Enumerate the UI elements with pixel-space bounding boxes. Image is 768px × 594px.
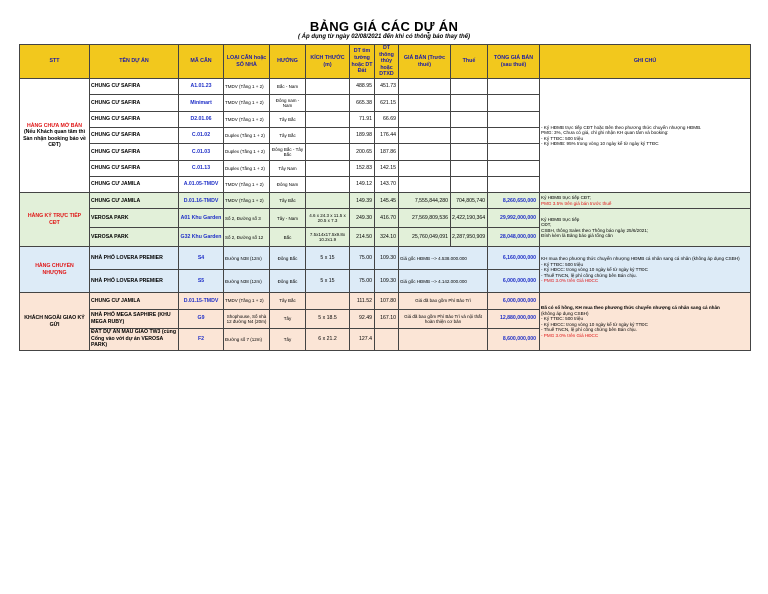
project-cell: CHUNG CƯ SAFIRA [90, 111, 179, 127]
header-price: GIÁ BÁN (Trước thuế) [399, 45, 451, 79]
area2-cell: 66.69 [375, 111, 399, 127]
total-cell: 8,260,650,000 [488, 193, 540, 209]
area2-cell: 416.70 [375, 209, 399, 228]
code-cell: Minimart [179, 95, 224, 111]
price-cell [399, 160, 451, 176]
direction-cell: Bắc [270, 228, 306, 247]
note-line: - Ký HĐMB: 95% trong vòng 10 ngày kể từ ngày ký TTĐC [541, 141, 659, 147]
group-cell [20, 79, 90, 193]
price-cell [399, 176, 451, 192]
price-cell [399, 111, 451, 127]
notes-cell [540, 247, 751, 293]
note-line: PMG: 3%, Chưa có giá, chỉ ghi nhận KH quan tâm và booking: [541, 130, 669, 136]
size-cell [306, 293, 350, 309]
size-cell [306, 79, 350, 95]
group-sublabel: (Nếu Khách quan tâm thì Sàn nhận booking báo về CĐT) [23, 129, 86, 149]
tax-cell [451, 176, 488, 192]
area1-cell: 127.4 [350, 328, 375, 350]
code-cell: C.01.13 [179, 160, 224, 176]
note-line-commission: - PMG 3.0% trên Giá HĐCC [541, 332, 599, 338]
project-cell: VEROSA PARK [90, 228, 179, 247]
size-cell [306, 127, 350, 143]
area2-cell: 142.15 [375, 160, 399, 176]
note-line: - Ký TTĐC: 500 triệu [541, 261, 584, 267]
project-cell: CHUNG CƯ SAFIRA [90, 79, 179, 95]
type-cell: Duplex (Tầng 1 + 2) [224, 144, 270, 160]
note-line: Ký HĐMB trực tiếp [541, 216, 580, 222]
code-cell: D.01.16-TMDV [179, 193, 224, 209]
header-notes: GHI CHÚ [540, 45, 751, 79]
area1-cell: 92.49 [350, 309, 375, 328]
group-label: HÀNG KÝ TRỰC TIẾP CĐT [20, 193, 90, 247]
size-cell [306, 111, 350, 127]
tax-cell [451, 144, 488, 160]
project-cell: CHUNG CƯ SAFIRA [90, 95, 179, 111]
total-cell: 6,000,000,000 [488, 270, 540, 293]
size-cell [306, 160, 350, 176]
area1-cell: 71.91 [350, 111, 375, 127]
code-cell: A01 Khu Garden [179, 209, 224, 228]
total-cell: 28,048,000,000 [488, 228, 540, 247]
table-row [20, 293, 751, 309]
size-cell: 6 x 21.2 [306, 328, 350, 350]
area1-cell: 214.50 [350, 228, 375, 247]
size-cell [306, 95, 350, 111]
price-cell: 7,555,844,280 [399, 193, 451, 209]
area1-cell: 75.00 [350, 247, 375, 270]
direction-cell: Đông Bắc [270, 247, 306, 270]
total-cell [488, 127, 540, 143]
direction-cell: Tây [270, 309, 306, 328]
code-cell: A.01.05-TMDV [179, 176, 224, 192]
code-cell: C.01.03 [179, 144, 224, 160]
header-tax: Thuế [451, 45, 488, 79]
total-cell [488, 176, 540, 192]
header-area-1: DT tim tường hoặc DT Đất [350, 45, 375, 79]
type-cell: TMDV (Tầng 1 + 2) [224, 79, 270, 95]
size-cell: 5 x 15 [306, 247, 350, 270]
project-cell: NHÀ PHỐ LOVERA PREMIER [90, 247, 179, 270]
direction-cell: Đông nam - Nam [270, 95, 306, 111]
header-code: MÃ CĂN [179, 45, 224, 79]
notes-cell [540, 193, 751, 209]
table-row [20, 247, 751, 270]
total-cell: 12,880,000,000 [488, 309, 540, 328]
total-cell [488, 111, 540, 127]
note-line: Đính kèm là Bảng báo giá tổng căn [541, 233, 613, 239]
tax-cell: 2,422,190,364 [451, 209, 488, 228]
project-cell: VEROSA PARK [90, 209, 179, 228]
header-area-2: DT thông thủy hoặc DTXD [375, 45, 399, 79]
group-label: HÀNG CHUYỂN NHƯỢNG [20, 247, 90, 293]
price-cell: Giá đã bao gồm Phí Bảo Trì [399, 293, 488, 309]
code-cell: D2.01.06 [179, 111, 224, 127]
note-line: CĐT, [541, 222, 552, 228]
total-cell: 8,600,000,000 [488, 328, 540, 350]
code-cell: F2 [179, 328, 224, 350]
note-line: - Ký TTĐC: 500 triệu [541, 316, 584, 322]
page-title: BẢNG GIÁ CÁC DỰ ÁN [309, 19, 459, 34]
price-cell [399, 79, 451, 95]
area2-cell: 176.44 [375, 127, 399, 143]
total-cell [488, 95, 540, 111]
type-cell: Shophouse, Số nhà 12 đường N4 (20m) [224, 309, 270, 328]
type-cell: Duplex (Tầng 1 + 2) [224, 127, 270, 143]
type-cell: TMDV (Tầng 1 + 2) [224, 293, 270, 309]
table-row [20, 79, 751, 95]
area2-cell: 109.30 [375, 247, 399, 270]
direction-cell: Tây - Nam [270, 209, 306, 228]
tax-cell [451, 95, 488, 111]
direction-cell: Tây [270, 328, 306, 350]
price-cell: 25,760,049,091 [399, 228, 451, 247]
size-cell: 5 x 18.5 [306, 309, 350, 328]
area2-cell: 143.70 [375, 176, 399, 192]
type-cell: Đường N38 (12m) [224, 270, 270, 293]
tax-cell: 2,287,950,909 [451, 228, 488, 247]
tax-cell [451, 160, 488, 176]
size-cell: 7.5x14x17.5x9.8x 10.2x1.9 [306, 228, 350, 247]
price-cell [399, 95, 451, 111]
code-cell: G32 Khu Garden [179, 228, 224, 247]
tax-cell: 704,805,740 [451, 193, 488, 209]
page-subtitle: ( Áp dụng từ ngày 02/08/2021 đến khi có thông báo thay thế) [298, 34, 470, 40]
code-cell: D.01.15-TMDV [179, 293, 224, 309]
area2-cell: 145.45 [375, 193, 399, 209]
note-line: - Ký HĐCC: trong vòng 10 ngày kể từ ngày ký TTĐC [541, 321, 648, 327]
type-cell: TMDV (Tầng 1 + 2) [224, 95, 270, 111]
price-cell: Giá gốc HĐMB --> 4.142.000.000 [399, 270, 488, 293]
area1-cell: 249.30 [350, 209, 375, 228]
note-line: Ký HĐMB trực tiếp CĐT; [541, 195, 591, 201]
project-cell: CHUNG CƯ JAMILA [90, 193, 179, 209]
direction-cell: Tây Bắc [270, 293, 306, 309]
header-stt: STT [20, 45, 90, 79]
header-direction: HƯỚNG [270, 45, 306, 79]
note-line: (không áp dụng CSBH) [541, 310, 589, 316]
table-row [20, 193, 751, 209]
direction-cell: Đông Nam [270, 176, 306, 192]
type-cell: TMDV (Tầng 1 + 2) [224, 193, 270, 209]
notes-cell [540, 79, 751, 193]
price-cell [399, 144, 451, 160]
area1-cell: 149.12 [350, 176, 375, 192]
area1-cell: 152.83 [350, 160, 375, 176]
direction-cell: Tây Bắc [270, 111, 306, 127]
project-cell: NHÀ PHỐ LOVERA PREMIER [90, 270, 179, 293]
size-cell: 4.6 x 24.3 x 11.5 x 20.5 x 7.3 [306, 209, 350, 228]
project-cell: ĐẤT DỰ ÁN MẪU GIÁO TW3 (cùng Cổng vào với dự án VEROSA PARK) [90, 328, 179, 350]
area2-cell: 109.30 [375, 270, 399, 293]
code-cell: G9 [179, 309, 224, 328]
code-cell: C.01.02 [179, 127, 224, 143]
note-line: KH mua theo phương thức chuyển nhượng HĐMB cá nhân sang cá nhân (không áp dụng CSBH) [541, 256, 740, 262]
area2-cell: 451.73 [375, 79, 399, 95]
area2-cell: 187.86 [375, 144, 399, 160]
code-cell: S5 [179, 270, 224, 293]
project-cell: NHÀ PHỐ MEGA SAPHIRE (KHU MEGA RUBY) [90, 309, 179, 328]
project-cell: CHUNG CƯ JAMILA [90, 176, 179, 192]
total-cell [488, 160, 540, 176]
area1-cell: 75.00 [350, 270, 375, 293]
notes-cell [540, 209, 751, 247]
header-total: TỔNG GIÁ BÁN (sau thuế) [488, 45, 540, 79]
area1-cell: 111.52 [350, 293, 375, 309]
code-cell: S4 [179, 247, 224, 270]
total-cell [488, 144, 540, 160]
note-line: CSBH, thông Sales theo Thông báo ngày 25/6/2021; [541, 227, 649, 233]
area2-cell: 324.10 [375, 228, 399, 247]
direction-cell: Đông Bắc - Tây Bắc [270, 144, 306, 160]
price-cell [399, 328, 488, 350]
project-cell: CHUNG CƯ JAMILA [90, 293, 179, 309]
area2-cell [375, 328, 399, 350]
header-project: TÊN DỰ ÁN [90, 45, 179, 79]
area1-cell: 665.38 [350, 95, 375, 111]
type-cell: TMDV (Tầng 1 + 2) [224, 111, 270, 127]
note-line: - Ký TTĐC: 500 triệu [541, 135, 584, 141]
total-cell: 6,000,000,000 [488, 293, 540, 309]
tax-cell [451, 127, 488, 143]
note-line: - Ký HĐMB trực tiếp CĐT hoặc Bên theo phương thức chuyển nhượng HĐMB. [541, 124, 702, 130]
direction-cell: Tây Bắc [270, 193, 306, 209]
note-line-commission: - PMG 3.0% trên Giá HĐCC [541, 278, 599, 284]
type-cell: Đường N38 (12m) [224, 247, 270, 270]
tax-cell [451, 79, 488, 95]
area1-cell: 189.98 [350, 127, 375, 143]
note-line-commission: PMG 3.5% trên giá bán trước thuế [541, 200, 612, 206]
price-cell: Giá gốc HĐMB --> 4.538.000.000 [399, 247, 488, 270]
total-cell [488, 79, 540, 95]
area1-cell: 149.39 [350, 193, 375, 209]
price-table [19, 44, 751, 351]
note-line: - Ký HĐCC: trong vòng 10 ngày kể từ ngày ký TTĐC [541, 267, 648, 273]
total-cell: 29,992,000,000 [488, 209, 540, 228]
total-cell: 6,160,000,000 [488, 247, 540, 270]
note-line: - Thuế TNCN, lệ phí công chứng bên Bán chịu. [541, 327, 637, 333]
group-label: KHÁCH NGOÀI GIAO KÝ GỬI [20, 293, 90, 350]
size-cell [306, 176, 350, 192]
price-cell: 27,569,809,536 [399, 209, 451, 228]
type-cell: Đường số 7 (12m) [224, 328, 270, 350]
area2-cell: 621.15 [375, 95, 399, 111]
header-row [20, 45, 751, 79]
project-cell: CHUNG CƯ SAFIRA [90, 160, 179, 176]
direction-cell: Bắc - Nam [270, 79, 306, 95]
type-cell: Duplex (Tầng 1 + 2) [224, 160, 270, 176]
direction-cell: Tây Bắc [270, 127, 306, 143]
group-label: HÀNG CHƯA MỞ BÁN [27, 122, 82, 129]
area1-cell: 488.95 [350, 79, 375, 95]
size-cell [306, 144, 350, 160]
tax-cell [451, 111, 488, 127]
direction-cell: Tây Nam [270, 160, 306, 176]
project-cell: CHUNG CƯ SAFIRA [90, 127, 179, 143]
type-cell: TMDV (Tầng 1 + 2) [224, 176, 270, 192]
price-cell [399, 127, 451, 143]
type-cell: Số 2, Đường số 3 [224, 209, 270, 228]
size-cell [306, 193, 350, 209]
project-cell: CHUNG CƯ SAFIRA [90, 144, 179, 160]
table-row [20, 209, 751, 228]
area2-cell: 107.80 [375, 293, 399, 309]
type-cell: Số 2, Đường số 12 [224, 228, 270, 247]
area1-cell: 200.65 [350, 144, 375, 160]
header-size: KÍCH THƯỚC (m) [306, 45, 350, 79]
size-cell: 5 x 15 [306, 270, 350, 293]
area2-cell: 167.10 [375, 309, 399, 328]
header-type: LOẠI CĂN hoặc SỐ NHÀ [224, 45, 270, 79]
note-line: Đã có sổ hồng, KH mua theo phương thức chuyển nhượng cá nhân sang cá nhân [541, 305, 720, 311]
notes-cell [540, 293, 751, 350]
direction-cell: Đông Bắc [270, 270, 306, 293]
code-cell: A1.01.23 [179, 79, 224, 95]
price-cell: Giá đã bao gồm Phí Bảo Trì và nội thất hoàn thiện cơ bản [399, 309, 488, 328]
note-line: - Thuế TNCN, lệ phí công chứng bên Bán chịu. [541, 272, 637, 278]
